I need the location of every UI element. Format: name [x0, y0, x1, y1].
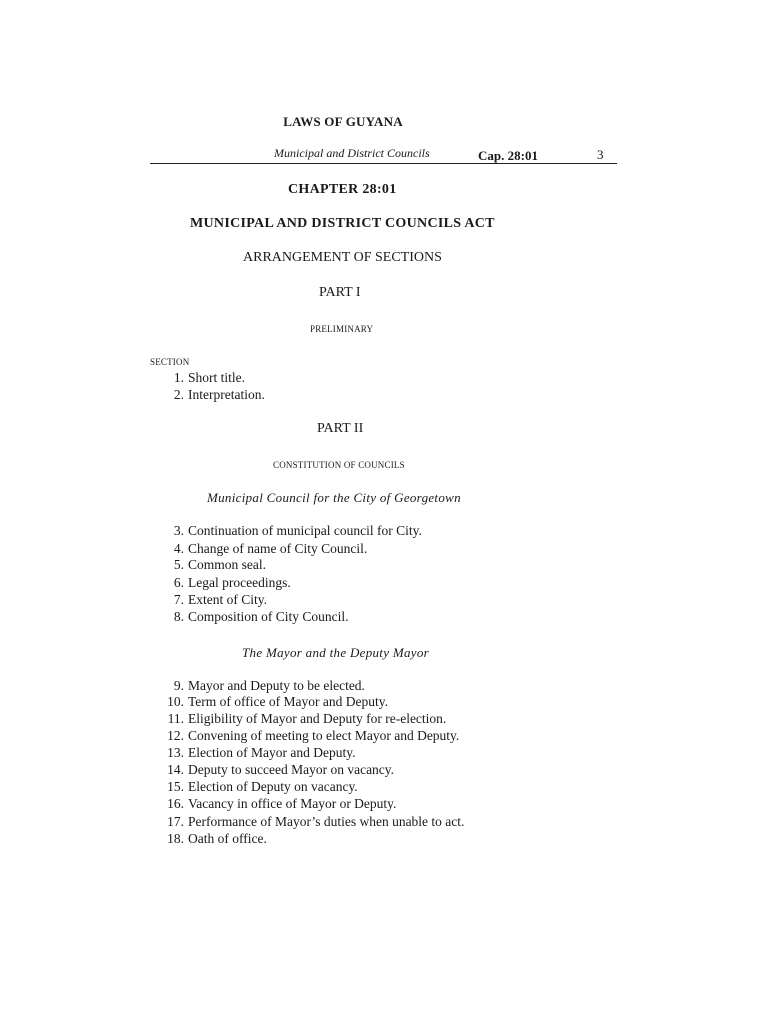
list-item: 12. Convening of meeting to elect Mayor and Deputy. [167, 728, 460, 743]
list-item: 5. Common seal. [173, 557, 266, 572]
part-2-subheading: CONSTITUTION OF COUNCILS [273, 460, 405, 470]
list-item: 13. Election of Mayor and Deputy. [167, 745, 356, 760]
list-item: 11. Eligibility of Mayor and Deputy for re-election. [167, 711, 447, 726]
list-item: 9. Mayor and Deputy to be elected. [173, 678, 365, 693]
list-item: 1. Short title. [173, 370, 245, 385]
part-2-heading: PART II [317, 421, 364, 436]
running-title: Municipal and District Councils [274, 146, 430, 160]
chapter-heading: CHAPTER 28:01 [288, 182, 397, 197]
arrangement-heading: ARRANGEMENT OF SECTIONS [243, 250, 442, 265]
group-2-title: The Mayor and the Deputy Mayor [242, 645, 429, 660]
section-label: SECTION [150, 357, 190, 367]
laws-title: LAWS OF GUYANA [283, 114, 403, 129]
list-item: 17. Performance of Mayor’s duties when unable to act. [167, 814, 465, 829]
part-1-subheading: PRELIMINARY [310, 324, 374, 334]
part-1-heading: PART I [319, 285, 361, 300]
list-item: 3. Continuation of municipal council for City. [173, 523, 422, 538]
list-item: 15. Election of Deputy on vacancy. [167, 779, 358, 794]
list-item: 14. Deputy to succeed Mayor on vacancy. [167, 762, 395, 777]
list-item: 10. Term of office of Mayor and Deputy. [167, 694, 388, 709]
cap-number: Cap. 28:01 [478, 148, 538, 163]
page-number: 3 [597, 147, 604, 162]
list-item: 6. Legal proceedings. [173, 575, 291, 590]
list-item: 2. Interpretation. [173, 387, 265, 402]
list-item: 4. Change of name of City Council. [173, 541, 368, 556]
list-item: 8. Composition of City Council. [173, 609, 349, 624]
list-item: 16. Vacancy in office of Mayor or Deputy. [167, 796, 397, 811]
act-title: MUNICIPAL AND DISTRICT COUNCILS ACT [190, 216, 495, 231]
list-item: 7. Extent of City. [173, 592, 267, 607]
group-1-title: Municipal Council for the City of Georgetown [207, 490, 461, 505]
header-rule [150, 163, 617, 164]
list-item: 18. Oath of office. [167, 831, 267, 846]
